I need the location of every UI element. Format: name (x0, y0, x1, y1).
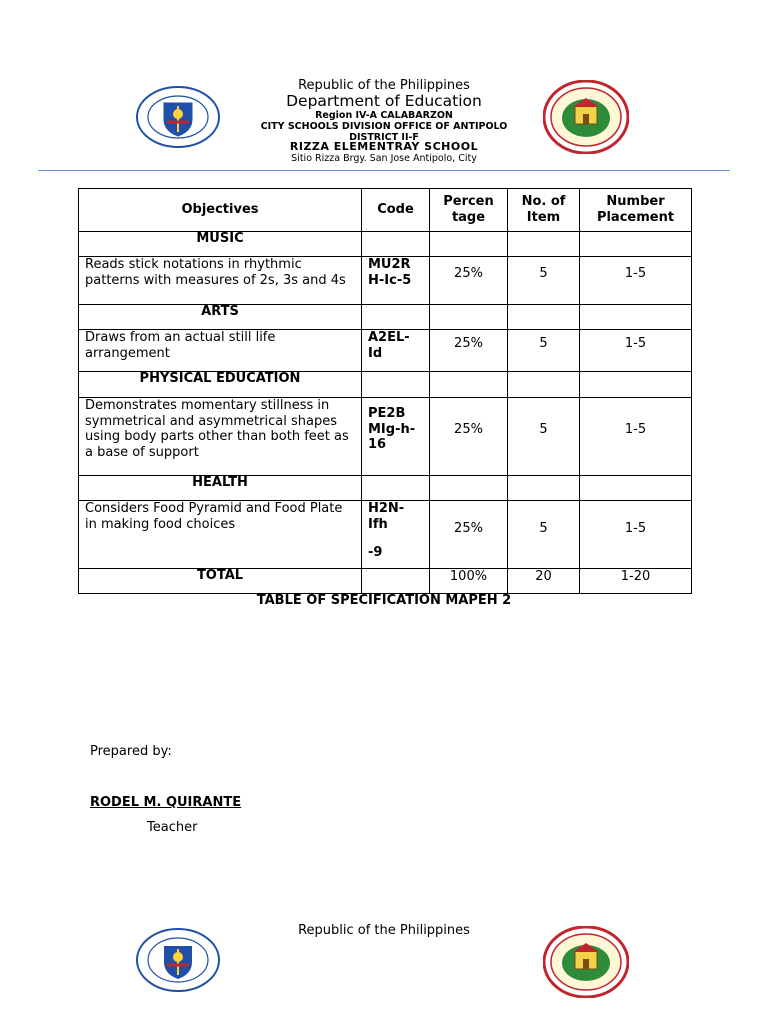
total-label: TOTAL (79, 569, 362, 594)
objective-line: Demonstrates momentary stillness in (85, 398, 330, 413)
section-label-health: HEALTH (79, 476, 362, 501)
total-items: 20 (508, 569, 580, 594)
header-address: Sitio Rizza Brgy. San Jose Antipolo, City (291, 153, 477, 164)
placement-cell: 1-5 (580, 330, 692, 372)
section-label-arts: ARTS (79, 305, 362, 330)
prepared-by-label: Prepared by: (90, 744, 172, 759)
header-code: Code (362, 189, 430, 232)
placement-cell: 1-5 (580, 257, 692, 305)
header-school: RIZZA ELEMENTRAY SCHOOL (289, 140, 479, 153)
code-line: -9 (368, 545, 383, 560)
total-row (79, 569, 692, 594)
table-caption: TABLE OF SPECIFICATION MAPEH 2 (256, 593, 512, 608)
section-row-pe (79, 372, 692, 398)
objective-cell: Considers Food Pyramid and Food Plate in making food choices (79, 501, 362, 569)
code-line: H2N-Ifh (368, 501, 405, 532)
header-department: Department of Education (286, 92, 482, 110)
objective-cell: Draws from an actual still life arrangement (79, 330, 362, 372)
header-placement: Number Placement (580, 189, 692, 232)
total-percentage: 100% (430, 569, 508, 594)
code-cell (362, 501, 430, 569)
placement-cell: 1-5 (580, 398, 692, 476)
table-row (79, 257, 692, 305)
code-cell: A2EL-Id (362, 330, 430, 372)
preparer-role: Teacher (147, 820, 198, 835)
items-cell: 5 (508, 330, 580, 372)
table-row (79, 398, 692, 476)
code-cell: PE2B MIg-h-16 (362, 398, 430, 476)
section-row-health (79, 476, 692, 501)
percentage-cell: 25% (430, 257, 508, 305)
header-percentage: Percen tage (430, 189, 508, 232)
section-row-music (79, 232, 692, 257)
header-objectives: Objectives (79, 189, 362, 232)
section-label-pe: PHYSICAL EDUCATION (79, 372, 362, 398)
items-cell: 5 (508, 501, 580, 569)
footer-republic: Republic of the Philippines (298, 923, 470, 938)
objective-line: symmetrical and asymmetrical shapes using body parts other than both feet as a base of support (85, 413, 349, 460)
header-divider (38, 170, 730, 171)
header-district: DISTRICT II-F (349, 132, 419, 143)
deped-seal-logo-footer (136, 928, 220, 992)
preparer-name: RODEL M. QUIRANTE (90, 795, 242, 810)
objective-cell (79, 398, 362, 476)
percentage-cell: 25% (430, 398, 508, 476)
code-cell: MU2R H-Ic-5 (362, 257, 430, 305)
section-label-music: MUSIC (79, 232, 362, 257)
specification-table (78, 188, 692, 594)
header-republic: Republic of the Philippines (298, 78, 470, 93)
placement-cell: 1-5 (580, 501, 692, 569)
table-header-row (79, 189, 692, 232)
header-items: No. of Item (508, 189, 580, 232)
school-seal-logo-footer (543, 926, 629, 998)
table-row (79, 330, 692, 372)
header-division: CITY SCHOOLS DIVISION OFFICE OF ANTIPOLO (260, 121, 508, 132)
header-region: Region IV-A CALABARZON (315, 110, 453, 121)
percentage-cell: 25% (430, 330, 508, 372)
total-placement: 1-20 (580, 569, 692, 594)
percentage-cell: 25% (430, 501, 508, 569)
objective-cell: Reads stick notations in rhythmic patterns with measures of 2s, 3s and 4s (79, 257, 362, 305)
section-row-arts (79, 305, 692, 330)
items-cell: 5 (508, 398, 580, 476)
items-cell: 5 (508, 257, 580, 305)
table-row (79, 501, 692, 569)
